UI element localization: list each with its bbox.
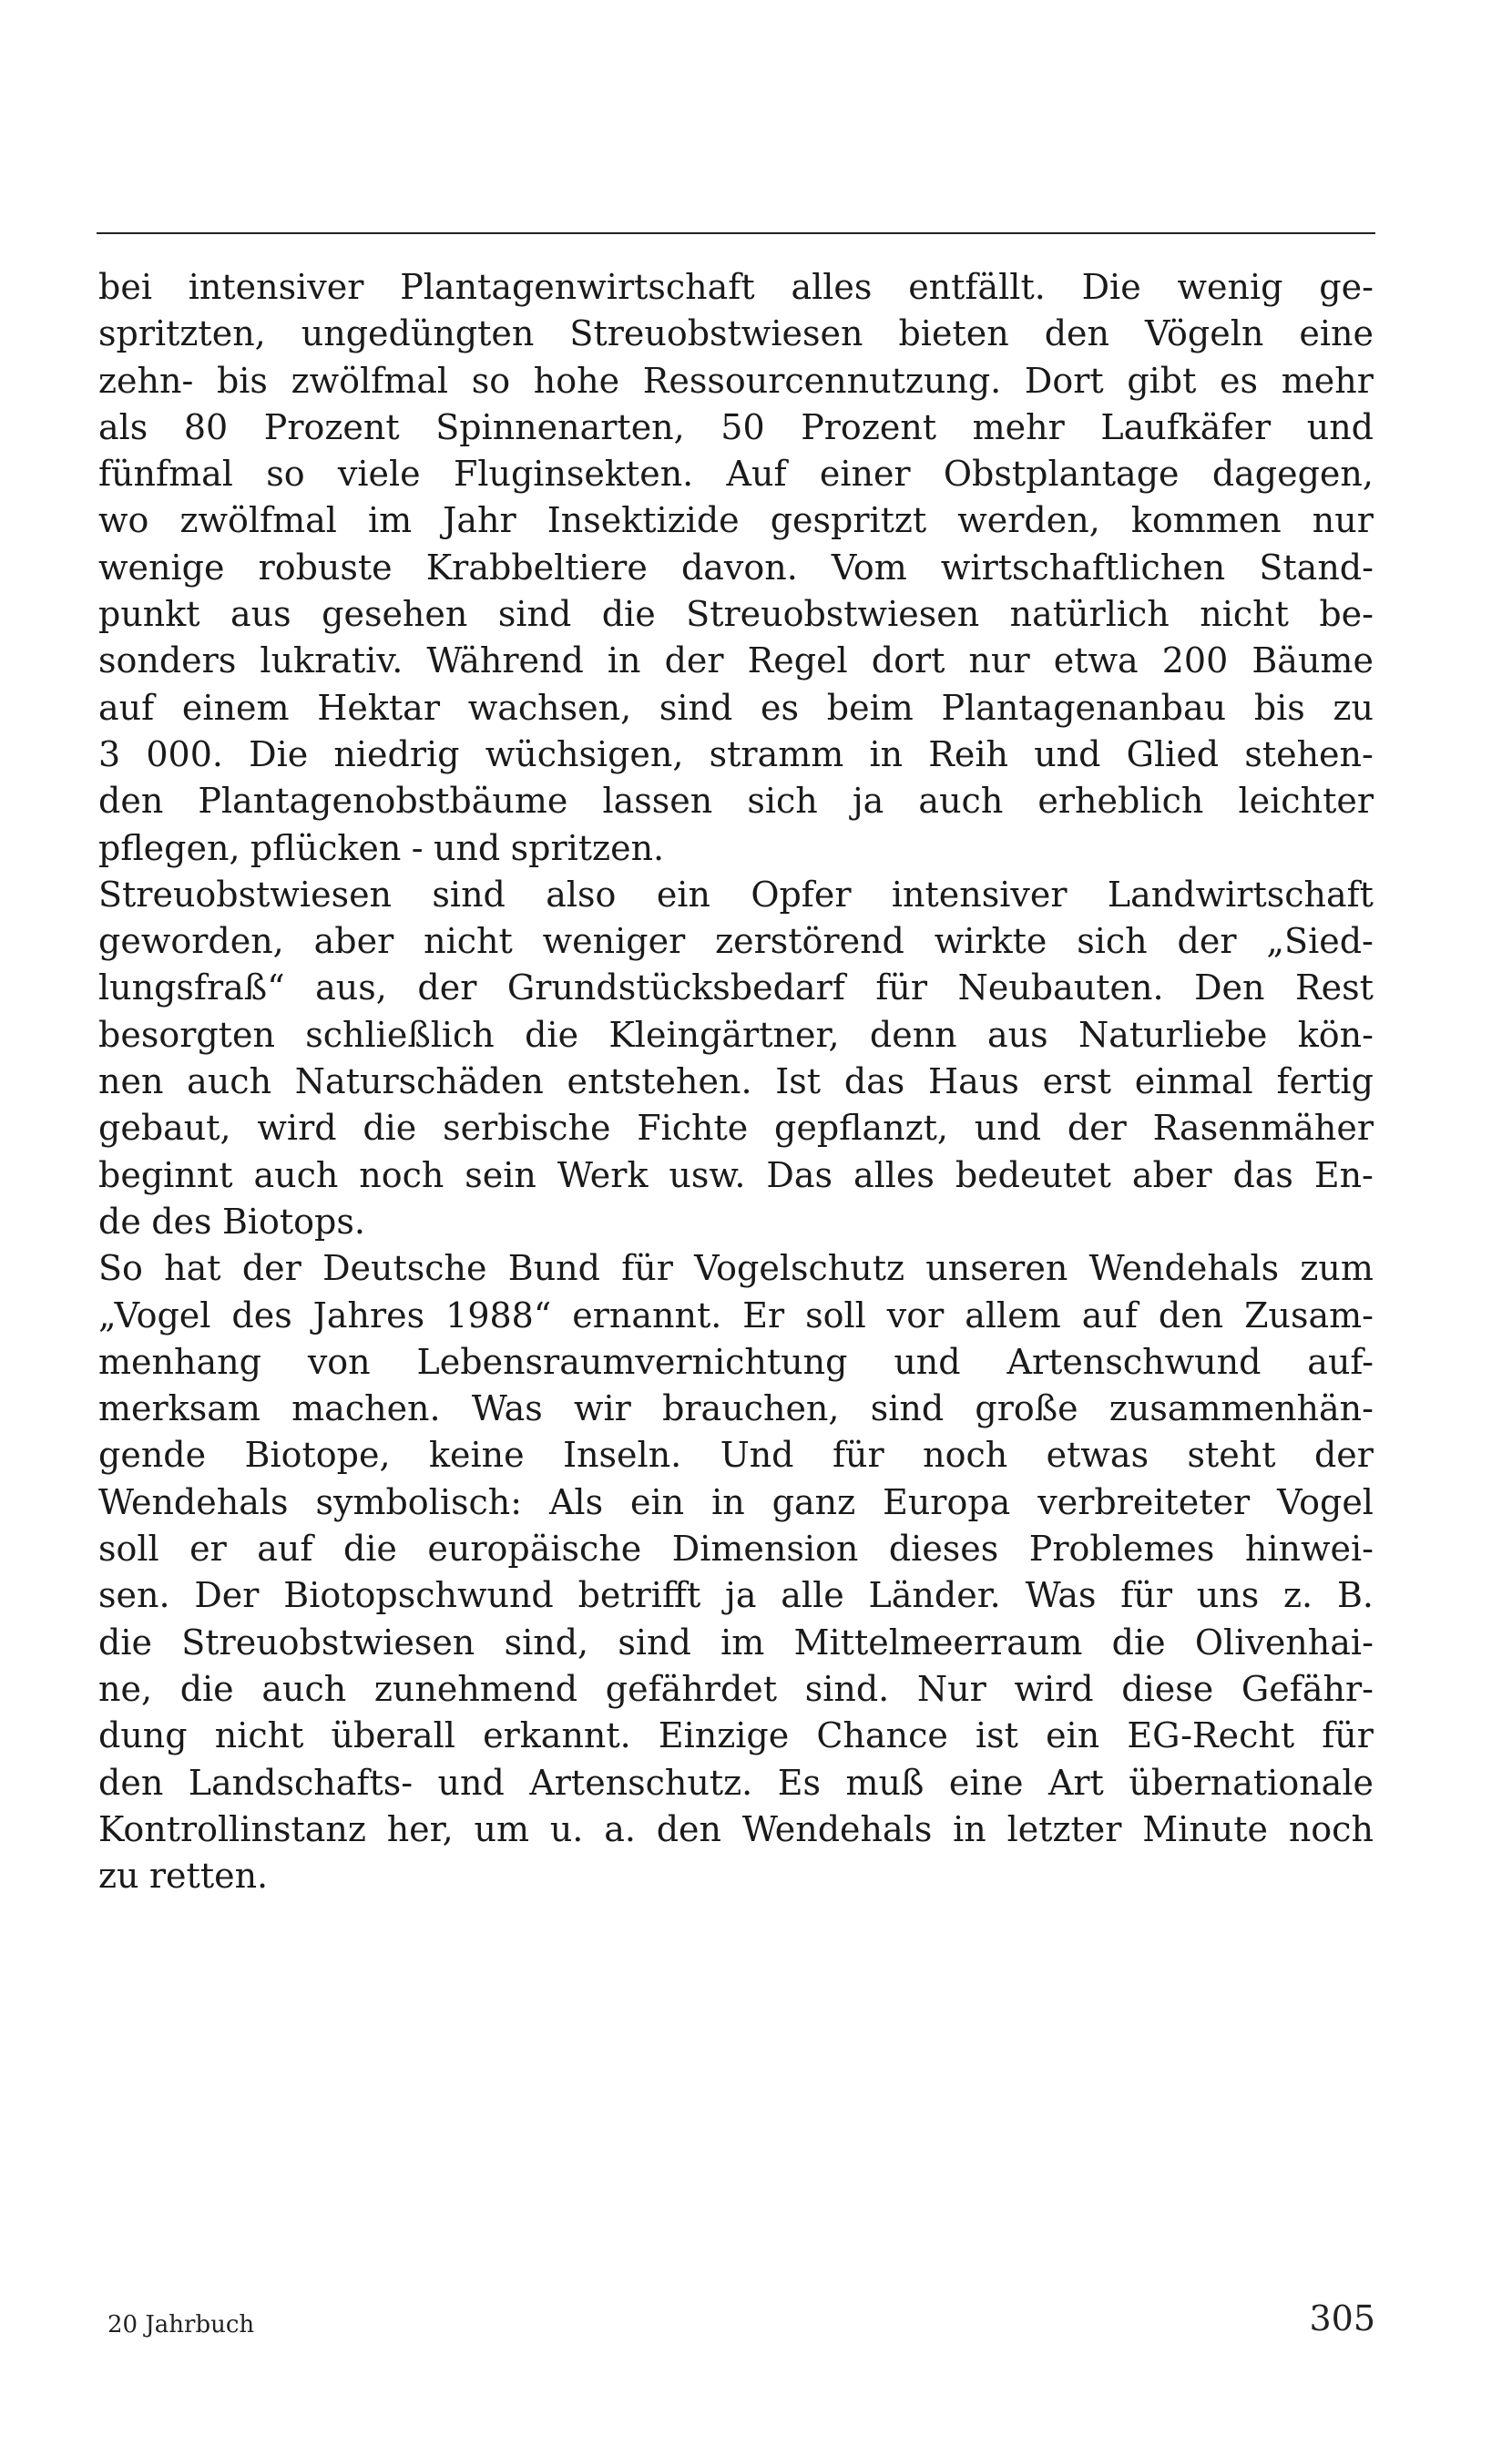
text-line: zehn- bis zwölfmal so hohe Ressourcennutzung. Dort gibt es mehr [98,360,1374,401]
text-line: beginnt auch noch sein Werk usw. Das alles bedeutet aber das En- [98,1154,1374,1195]
text-line: zu retten. [98,1856,269,1897]
text-line: soll er auf die europäische Dimension dieses Problemes hinwei- [98,1529,1374,1570]
text-line: die Streuobstwiesen sind, sind im Mittelmeerraum die Olivenhai- [98,1622,1374,1663]
text-line: Kontrollinstanz her, um u. a. den Wendehals in letzter Minute noch [98,1808,1374,1849]
text-line: pflegen, pflücken - und spritzen. [98,827,665,868]
page-number: 305 [1309,2298,1375,2338]
text-line: als 80 Prozent Spinnenarten, 50 Prozent mehr Laufkäfer und [98,406,1374,447]
text-line: dung nicht überall erkannt. Einzige Chance ist ein EG-Recht für [98,1715,1374,1756]
text-line: wo zwölfmal im Jahr Insektizide gespritzt werden, kommen nur [98,500,1374,541]
body-text [98,264,1374,1899]
text-line: lungsfraß“ aus, der Grundstücksbedarf für Neubauten. Den Rest [98,967,1374,1008]
text-line: den Landschafts- und Artenschutz. Es muß eine Art übernationale [98,1762,1374,1803]
text-line: ne, die auch zunehmend gefährdet sind. Nur wird diese Gefähr- [98,1668,1374,1709]
text-line: de des Biotops. [98,1201,365,1242]
footer-signature: 20 Jahrbuch [107,2311,255,2338]
text-line: punkt aus gesehen sind die Streuobstwiesen natürlich nicht be- [98,594,1374,635]
text-line: menhang von Lebensraumvernichtung und Artenschwund auf- [98,1341,1374,1382]
text-line: spritzten, ungedüngten Streuobstwiesen bieten den Vögeln eine [98,313,1374,354]
text-line: gebaut, wird die serbische Fichte gepflanzt, und der Rasenmäher [98,1108,1374,1149]
text-line: Streuobstwiesen sind also ein Opfer intensiver Landwirtschaft [98,874,1374,915]
text-line: 3 000. Die niedrig wüchsigen, stramm in Reih und Glied stehen- [98,733,1374,774]
text-line: merksam machen. Was wir brauchen, sind große zusammenhän- [98,1388,1374,1429]
text-line: bei intensiver Plantagenwirtschaft alles entfällt. Die wenig ge- [98,267,1374,307]
text-line: sonders lukrativ. Während in der Regel dort nur etwa 200 Bäume [98,640,1374,681]
text-line: besorgten schließlich die Kleingärtner, denn aus Naturliebe kön- [98,1014,1374,1055]
text-line: So hat der Deutsche Bund für Vogelschutz unseren Wendehals zum [98,1248,1374,1289]
text-line: „Vogel des Jahres 1988“ ernannt. Er soll vor allem auf den Zusam- [98,1295,1374,1335]
text-line: nen auch Naturschäden entstehen. Ist das Haus erst einmal fertig [98,1061,1374,1102]
text-line: Wendehals symbolisch: Als ein in ganz Europa verbreiteter Vogel [98,1481,1374,1522]
header-rule [97,232,1375,234]
text-line: den Plantagenobstbäume lassen sich ja auch erheblich leichter [98,781,1374,822]
text-line: wenige robuste Krabbeltiere davon. Vom wirtschaftlichen Stand- [98,547,1374,588]
text-line: gende Biotope, keine Inseln. Und für noch etwas steht der [98,1435,1374,1476]
text-line: auf einem Hektar wachsen, sind es beim Plantagenanbau bis zu [98,687,1374,728]
text-line: geworden, aber nicht weniger zerstörend wirkte sich der „Sied- [98,921,1374,962]
text-line: fünfmal so viele Fluginsekten. Auf einer Obstplantage dagegen, [98,454,1374,495]
text-line: sen. Der Biotopschwund betrifft ja alle Länder. Was für uns z. B. [98,1575,1374,1616]
